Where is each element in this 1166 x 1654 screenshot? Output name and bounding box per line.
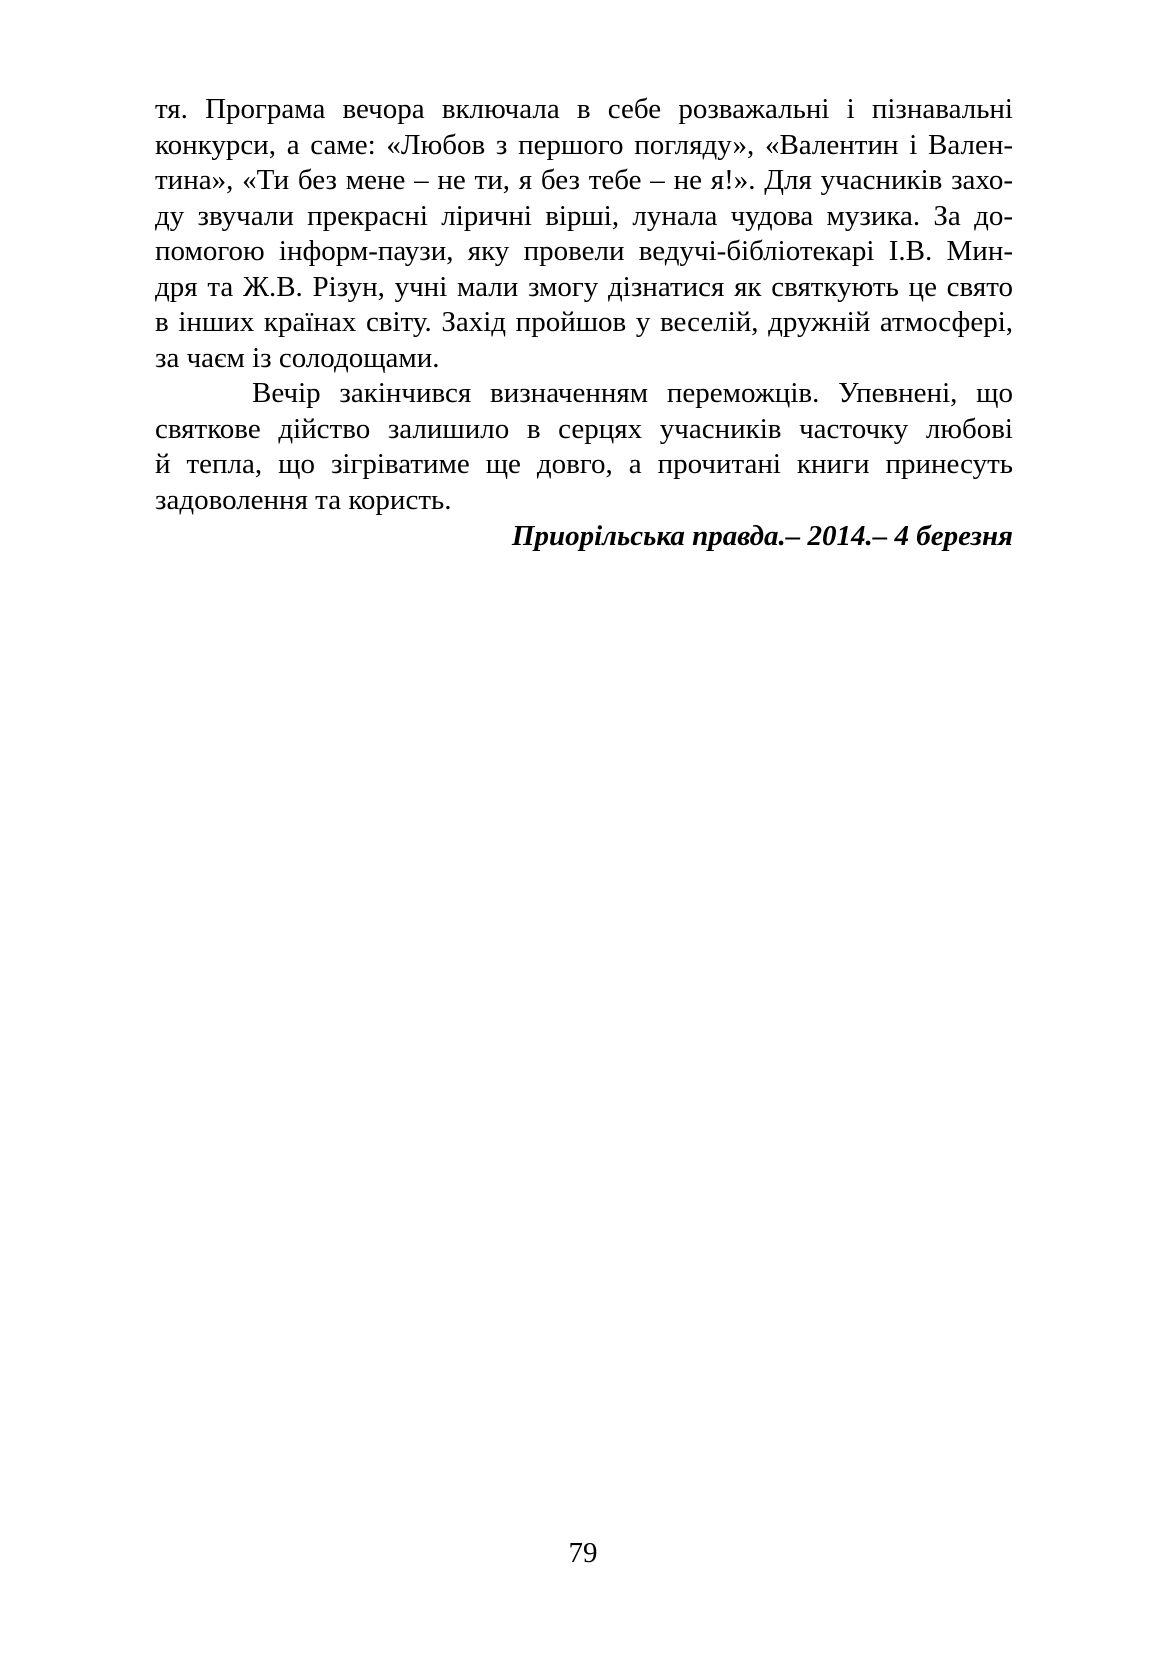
source-citation: Приорільська правда.– 2014.– 4 березня bbox=[511, 520, 1013, 552]
text-line: Вечір закінчився визначенням переможців. Упевнені, що bbox=[252, 377, 1013, 409]
text-line: тина», «Ти без мене – не ти, я без тебе – не я!». Для учасників захо- bbox=[155, 164, 1013, 196]
text-line: ду звучали прекрасні ліричні вірші, лунала чудова музика. За до- bbox=[155, 199, 1013, 232]
paragraph-2 bbox=[155, 376, 1013, 518]
text-line: дря та Ж.В. Різун, учні мали змогу дізнатися як святкують це свято bbox=[155, 270, 1013, 303]
paragraph-1 bbox=[155, 92, 1013, 376]
article-text bbox=[155, 92, 1013, 555]
text-line: святкове дійство залишило в серцях учасників часточку любові bbox=[155, 412, 1013, 445]
text-line: конкурси, а саме: «Любов з першого погляду», «Валентин і Вален- bbox=[155, 128, 1013, 161]
text-line: задоволення та користь. bbox=[155, 483, 452, 516]
text-line: за чаєм із солодощами. bbox=[155, 341, 440, 374]
text-line: тя. Програма вечора включала в себе розважальні і пізнавальні bbox=[155, 93, 1013, 125]
text-line: в інших країнах світу. Захід пройшов у веселій, дружній атмосфері, bbox=[155, 306, 1013, 338]
text-line: й тепла, що зігріватиме ще довго, а прочитані книги принесуть bbox=[155, 448, 1013, 480]
text-line: помогою інформ-паузи, яку провели ведучі-бібліотекарі І.В. Мин- bbox=[155, 235, 1013, 267]
page-number: 79 bbox=[568, 1537, 598, 1569]
